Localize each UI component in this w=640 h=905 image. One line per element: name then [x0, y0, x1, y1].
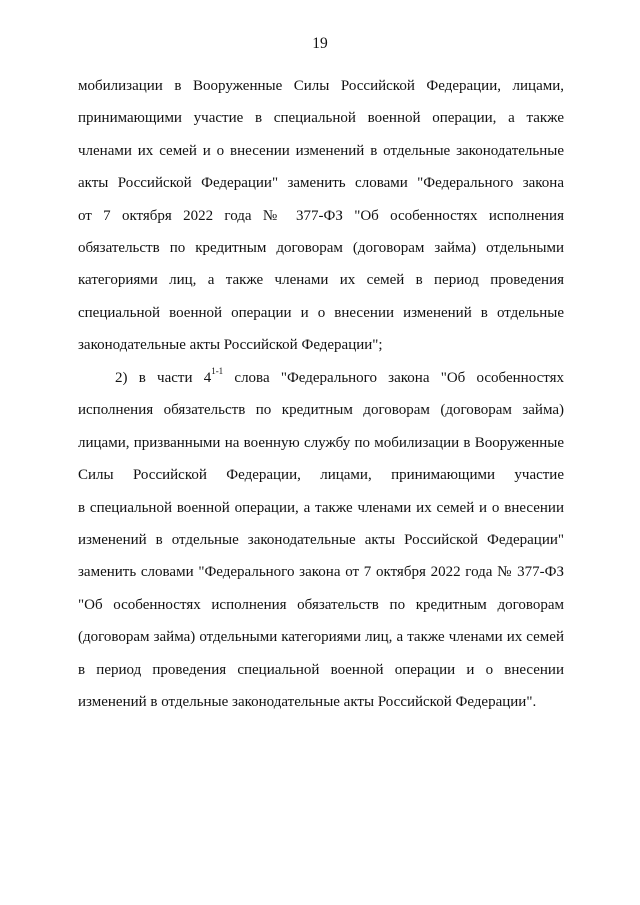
- text-line: категориями лиц, а также членами их семей в период проведения: [78, 272, 564, 289]
- text-line: обязательств по кредитным договорам (договорам займа) отдельными: [78, 240, 564, 257]
- superscript: 1-1: [211, 366, 224, 376]
- text-line: исполнения обязательств по кредитным договорам (договорам займа): [78, 402, 564, 419]
- text-line: акты Российской Федерации" заменить словами "Федерального закона: [78, 175, 564, 192]
- paragraph-2: [78, 362, 564, 718]
- page-number: 19: [312, 35, 328, 52]
- text-line: специальной военной операции и о внесении изменений в отдельные: [78, 304, 564, 321]
- text-line: в период проведения специальной военной операции и о внесении: [78, 661, 564, 678]
- text-line: изменений в отдельные законодательные акты Российской Федерации": [78, 532, 564, 549]
- line-suffix: слова "Федерального закона "Об особенностях: [223, 370, 564, 386]
- text-line: изменений в отдельные законодательные акты Российской Федерации".: [78, 694, 537, 711]
- line-prefix: 2) в части 4: [115, 370, 212, 386]
- text-line: в специальной военной операции, а также членами их семей и о внесении: [78, 499, 564, 516]
- text-line: (договорам займа) отдельными категориями лиц, а также членами их семей: [78, 629, 564, 646]
- paragraph-1: [78, 70, 564, 362]
- text-line: лицами, призванными на военную службу по мобилизации в Вооруженные: [78, 434, 564, 451]
- text-line: от 7 октября 2022 года № 377-ФЗ "Об особенностях исполнения: [78, 207, 564, 224]
- text-line: "Об особенностях исполнения обязательств по кредитным договорам: [78, 596, 564, 613]
- text-line: членами их семей и о внесении изменений в отдельные законодательные: [78, 142, 564, 159]
- text-line: законодательные акты Российской Федерации";: [78, 337, 383, 354]
- text-line: принимающими участие в специальной военной операции, а также: [78, 110, 564, 127]
- text-line: заменить словами "Федерального закона от 7 октября 2022 года № 377-ФЗ: [78, 564, 564, 581]
- text-line: Силы Российской Федерации, лицами, принимающими участие: [78, 467, 564, 484]
- text-line: мобилизации в Вооруженные Силы Российской Федерации, лицами,: [78, 78, 564, 94]
- text-line-first: [78, 362, 564, 394]
